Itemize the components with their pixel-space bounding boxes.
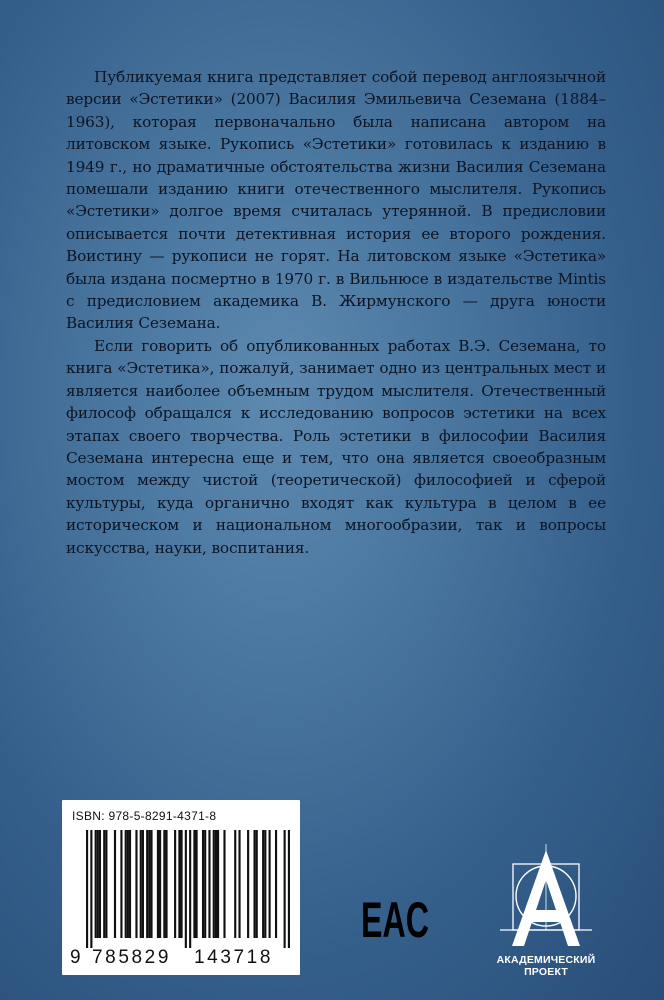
barcode-bar: [129, 830, 131, 938]
barcode-bar: [105, 830, 107, 938]
barcode-bar: [97, 830, 99, 938]
barcode-bar: [185, 830, 187, 948]
barcode-bar: [135, 830, 137, 938]
barcode-bar: [193, 830, 195, 938]
isbn-text: ISBN: 978-5-8291-4371-8: [72, 809, 217, 823]
barcode-bars: [86, 830, 290, 948]
eac-mark-icon: [360, 885, 430, 948]
barcode-bar: [238, 830, 240, 938]
barcode-bar: [253, 830, 255, 938]
barcode-bar: [114, 830, 116, 938]
barcode-bar: [165, 830, 167, 938]
barcode-bar: [150, 830, 152, 938]
barcode-bar: [159, 830, 161, 938]
barcode-bar: [99, 830, 101, 938]
barcode-bar: [204, 830, 206, 938]
barcode-bar: [86, 830, 88, 948]
barcode-bar: [146, 830, 148, 938]
barcode-bar: [127, 830, 129, 938]
barcode-bar: [208, 830, 210, 938]
publisher-name-line1: АКАДЕМИЧЕСКИЙ: [496, 954, 596, 966]
barcode-bar: [120, 830, 122, 938]
eac-mark-text: EAC: [361, 892, 429, 948]
barcode-label: [62, 800, 300, 975]
back-cover-text: [66, 66, 606, 559]
barcode-bar: [157, 830, 159, 938]
barcode-bar: [288, 830, 290, 948]
barcode-bar: [202, 830, 204, 938]
barcode-bar: [196, 830, 198, 938]
barcode-bar: [142, 830, 144, 938]
barcode-first-digit: 9: [70, 947, 81, 968]
barcode-bar: [275, 830, 277, 938]
publisher-logo-icon: [496, 842, 596, 954]
barcode-bar: [217, 830, 219, 938]
barcode-bar: [223, 830, 225, 938]
paragraph-1: Публикуемая книга представляет собой перевод англоязычной версии «Эстетики» (2007) Василия Эмильевича Сеземана (1884–1963), которая первоначально была написана автором на литовском языке. Рукопись «Эстетики» готовилась к изданию в 1949 г., но драматичные обстоятельства жизни Василия Сеземана помешали изданию книги отечественного мыслителя. Рукопись «Эстетики» долгое время считалась утерянной. В предисловии описывается почти детективная история ее второго рождения. Воистину — рукописи не горят. На литовском языке «Эстетика» была издана посмертно в 1970 г. в Вильнюсе в издательстве Mintis с предисловием академика В. Жирмунского — друга юности Василия Сеземана.: [66, 68, 606, 333]
barcode-bar: [95, 830, 97, 938]
barcode-bar: [103, 830, 105, 938]
barcode-bar: [140, 830, 142, 938]
barcode-bar: [215, 830, 217, 938]
barcode-bar: [189, 830, 191, 948]
publisher-name-line2: ПРОЕКТ: [524, 966, 568, 978]
barcode-bar: [90, 830, 92, 948]
publisher-logo-letter: А: [545, 952, 547, 953]
barcode-bar: [174, 830, 176, 938]
barcode-bar: [264, 830, 266, 938]
barcode-bar: [213, 830, 215, 938]
publisher-logo-block: [484, 842, 608, 992]
barcode-bar: [178, 830, 180, 938]
barcode-bar: [262, 830, 264, 938]
barcode-bar: [163, 830, 165, 938]
barcode-bar: [247, 830, 249, 938]
barcode-bar: [180, 830, 182, 938]
barcode-left-digits: 785829: [92, 947, 172, 968]
barcode-bar: [269, 830, 271, 938]
barcode-bar: [256, 830, 258, 938]
barcode-bar: [148, 830, 150, 938]
barcode-right-digits: 143718: [194, 947, 274, 968]
barcode-bar: [234, 830, 236, 938]
barcode-bar: [284, 830, 286, 948]
barcode-bar: [125, 830, 127, 938]
paragraph-2: Если говорить об опубликованных работах В.Э. Сеземана, то книга «Эстетика», пожалуй, занимает одно из центральных мест и является наиболее объемным трудом мыслителя. Отечественный философ обращался к исследованию вопросов эстетики на всех этапах своего творчества. Роль эстетики в философии Василия Сеземана интересна еще и тем, что она является своеобразным мостом между чистой (теоретической) философией и сферой культуры, куда органично входят как культура в целом в ее историческом и национальном многообразии, так и вопросы искусства, науки, воспитания.: [66, 336, 606, 557]
